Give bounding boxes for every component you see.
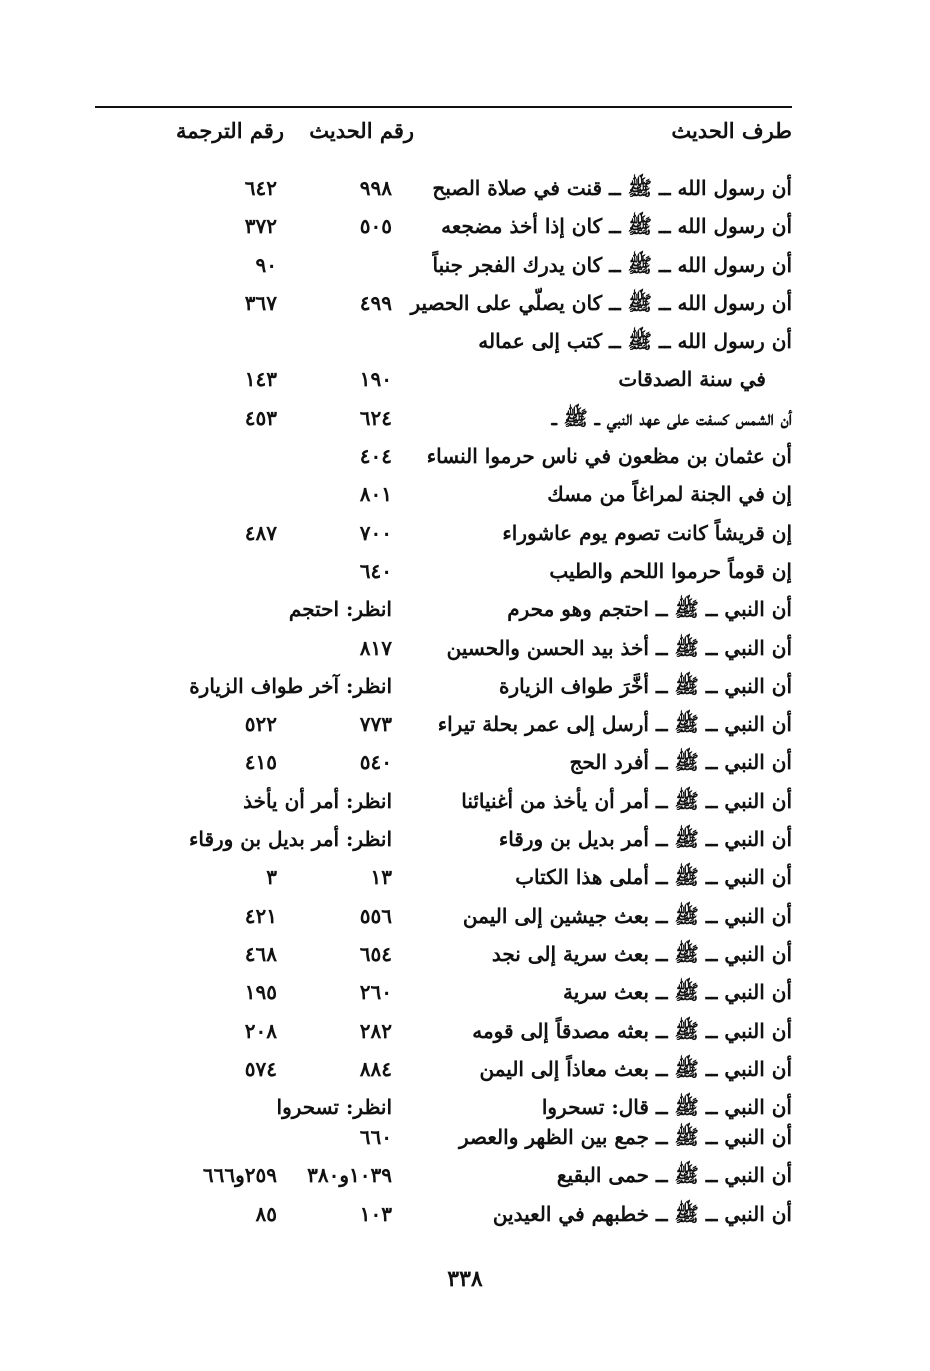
table-row [95, 1015, 792, 1053]
hadith-text: أن رسول الله ــ ﷺ ــ كان يصلّي على الحصير [410, 290, 792, 315]
hadith-text: أن النبي ــ ﷺ ــ أمر أن يأخذ من أغنيائنا [461, 788, 792, 813]
table-row [95, 823, 792, 861]
hadith-number: انظر: أمر بديل بن ورقاء [188, 827, 392, 852]
hadith-text: أن النبي ــ ﷺ ــ حمى البقيع [556, 1163, 792, 1188]
hadith-number: ٥٠٥ [359, 214, 392, 239]
table-row [95, 670, 792, 708]
hadith-text: أن رسول الله ــ ﷺ ــ قنت في صلاة الصبح [432, 176, 792, 200]
translation-number: ١٤٣ [244, 367, 277, 392]
hadith-text: أن النبي ــ ﷺ ــ أفرد الحج [569, 750, 792, 775]
hadith-text: أن النبي ــ ﷺ ــ بعث سرية إلى نجد [491, 941, 792, 966]
hadith-number: ٤٩٩ [359, 290, 392, 315]
translation-number: ٩٠ [255, 252, 277, 277]
table-row [95, 210, 792, 248]
table-row [95, 517, 792, 555]
translation-number: ٤٦٨ [244, 941, 277, 966]
hadith-text: أن النبي ــ ﷺ ــ خطبهم في العيدين [492, 1201, 792, 1226]
hadith-column-header: طرف الحديث [671, 118, 792, 143]
top-rule [95, 106, 792, 108]
translation-number: ٤١٥ [244, 750, 277, 775]
table-row [95, 593, 792, 631]
translation-number: ٣٦٧ [244, 290, 277, 315]
hadith-text: أن النبي ــ ﷺ ــ بعث معاذاً إلى اليمن [479, 1056, 792, 1081]
hadith-text: أن النبي ــ ﷺ ــ أخَّرَ طواف الزيارة [499, 673, 792, 698]
hadith-number: ٦٥٤ [359, 941, 392, 966]
translation-number: ٥٧٤ [244, 1056, 277, 1081]
translation-number: ٤٨٧ [244, 520, 277, 545]
hadith-number: ٨٨٤ [359, 1056, 392, 1081]
table-row [95, 287, 792, 325]
hadith-number: ٩٩٨ [359, 176, 392, 200]
translation-number: ٦٤٢ [244, 176, 277, 200]
table-row [95, 1159, 792, 1197]
table-row [95, 785, 792, 823]
hadith-number: ٨٠١ [359, 482, 392, 507]
table-row [95, 861, 792, 899]
hadith-number: ١٣ [370, 865, 392, 890]
table-row [95, 1091, 792, 1121]
hadith-number: ٢٨٢ [359, 1018, 392, 1043]
hadith-text: أن النبي ــ ﷺ ــ أرسل إلى عمر بحلة تيراء [437, 712, 792, 737]
hadith-number: ٨١٧ [359, 635, 392, 660]
hadith-number: ١٠٣ [359, 1201, 392, 1226]
table-row [95, 632, 792, 670]
hadith-text: أن النبي ــ ﷺ ــ أمر بديل بن ورقاء [498, 827, 792, 852]
table-row [95, 325, 792, 363]
hadith-text: إن قريشاً كانت تصوم يوم عاشوراء [502, 520, 792, 545]
hadith-text: أن النبي ــ ﷺ ــ قال: تسحروا [541, 1095, 792, 1120]
hadith-text: في سنة الصدقات [618, 367, 766, 392]
translation-number: ١٩٥ [244, 980, 277, 1005]
table-row [95, 555, 792, 593]
translation-number-column-header: رقم الترجمة [175, 118, 284, 143]
table-row [95, 746, 792, 784]
table-row [95, 1053, 792, 1091]
hadith-number: ٥٥٦ [359, 903, 392, 928]
translation-number: ٤٥٣ [244, 405, 277, 430]
hadith-text: أن النبي ــ ﷺ ــ بعث سرية [563, 980, 792, 1005]
hadith-number: ٥٤٠ [359, 750, 392, 775]
hadith-number: انظر: احتجم [288, 597, 392, 622]
table-row [95, 402, 792, 440]
translation-number: ٨٥ [255, 1201, 277, 1226]
translation-number: ٤٢١ [244, 903, 277, 928]
translation-number: ٣٧٢ [244, 214, 277, 239]
table-header [95, 118, 792, 154]
hadith-number-column-header: رقم الحديث [309, 118, 414, 143]
translation-number: ٢٥٩و٦٦٦ [202, 1163, 277, 1188]
hadith-text: أن النبي ــ ﷺ ــ أملى هذا الكتاب [515, 865, 792, 890]
table-row [95, 708, 792, 746]
hadith-number: انظر: تسحروا [276, 1095, 392, 1120]
hadith-number: ٤٠٤ [359, 444, 392, 469]
translation-number: ٢٠٨ [244, 1018, 277, 1043]
page-number: ٣٣٨ [447, 1266, 483, 1292]
hadith-text: أن رسول الله ــ ﷺ ــ كتب إلى عماله [478, 329, 792, 354]
hadith-text: أن النبي ــ ﷺ ــ جمع بين الظهر والعصر [459, 1125, 792, 1150]
hadith-text: أن النبي ــ ﷺ ــ بعثه مصدقاً إلى قومه [472, 1018, 792, 1043]
hadith-text: أن الشمس كسفت على عهد النبي ــ ﷺ ــ [551, 405, 792, 430]
table-row [95, 440, 792, 478]
table-row [95, 1198, 792, 1236]
translation-number: ٣ [266, 865, 277, 890]
table-row [95, 976, 792, 1014]
table-row [95, 363, 792, 401]
hadith-text: أن النبي ــ ﷺ ــ أخذ بيد الحسن والحسين [446, 635, 792, 660]
hadith-number: ٧٠٠ [359, 520, 392, 545]
index-table [95, 172, 792, 1236]
hadith-number: انظر: أمر أن يأخذ [243, 788, 392, 813]
hadith-text: أن رسول الله ــ ﷺ ــ كان يدرك الفجر جنباً [432, 252, 792, 277]
table-row [95, 172, 792, 210]
hadith-text: أن رسول الله ــ ﷺ ــ كان إذا أخذ مضجعه [441, 214, 792, 239]
table-row [95, 249, 792, 287]
hadith-number: انظر: آخر طواف الزيارة [189, 673, 392, 698]
hadith-number: ٦٢٤ [359, 405, 392, 430]
table-row [95, 938, 792, 976]
hadith-text: أن النبي ــ ﷺ ــ بعث جيشين إلى اليمن [462, 903, 792, 928]
hadith-text: إن في الجنة لمراغاً من مسك [547, 482, 792, 507]
hadith-number: ٢٦٠ [359, 980, 392, 1005]
hadith-number: ٦٤٠ [359, 558, 392, 583]
hadith-text: إن قوماً حرموا اللحم والطيب [549, 558, 792, 583]
table-row [95, 1121, 792, 1159]
table-row [95, 900, 792, 938]
hadith-number: ١٩٠ [359, 367, 392, 392]
hadith-number: ٧٧٣ [359, 712, 392, 737]
hadith-text: أن النبي ــ ﷺ ــ احتجم وهو محرم [507, 597, 792, 622]
translation-number: ٥٢٢ [244, 712, 277, 737]
table-row [95, 478, 792, 516]
hadith-text: أن عثمان بن مظعون في ناس حرموا النساء [426, 444, 792, 469]
hadith-number: ٦٦٠ [359, 1125, 392, 1150]
hadith-number: ١٠٣٩و٣٨٠ [307, 1163, 392, 1188]
